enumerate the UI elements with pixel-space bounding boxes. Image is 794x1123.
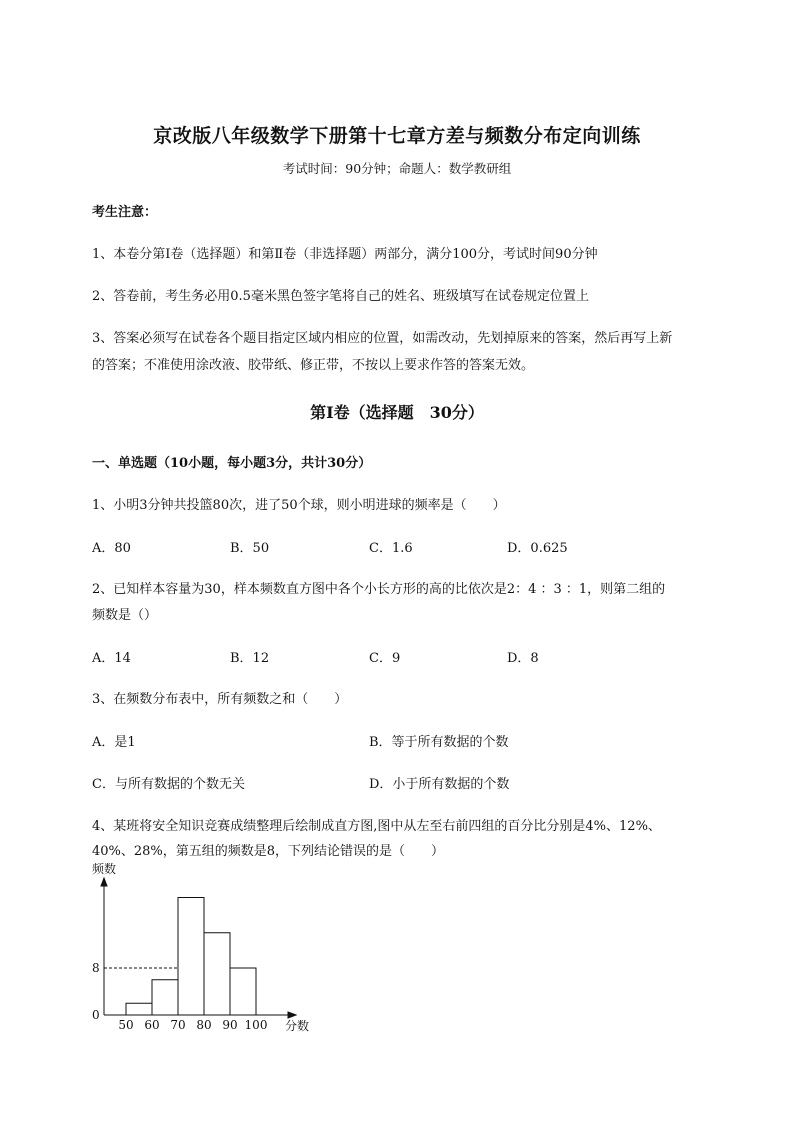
x-tick-label: 60 [144,1018,160,1032]
question-4-stem-cont: 40%、28%，第五组的频数是8，下列结论错误的是（ ） [92,844,445,859]
q2-option-c[interactable]: C．9 [369,651,401,666]
y-tick-label: 8 [92,961,100,975]
q1-option-b[interactable]: B．50 [230,541,270,556]
q2-option-d[interactable]: D．8 [507,651,539,666]
x-axis-arrow [288,1012,296,1018]
question-2-stem-cont: 频数是（） [92,608,158,623]
x-tick-label: 70 [170,1018,186,1032]
histogram-bar [152,980,178,1015]
q1-option-a[interactable]: A．80 [92,541,131,556]
x-tick-label: 100 [244,1018,268,1032]
exam-subtitle: 考试时间：90分钟；命题人：数学教研组 [282,161,512,176]
exam-title: 京改版八年级数学下册第十七章方差与频数分布定向训练 [153,125,641,147]
y-axis-arrow [101,878,107,886]
question-3-stem: 3、在频数分布表中，所有频数之和（ ） [92,692,348,707]
q3-option-c[interactable]: C．与所有数据的个数无关 [92,777,245,792]
q2-option-b[interactable]: B．12 [230,651,270,666]
histogram-bar [204,933,230,1015]
q3-option-b[interactable]: B．等于所有数据的个数 [369,735,509,750]
x-axis-label: 分数 [285,1019,310,1033]
histogram-labels [92,861,309,1033]
y-axis-label: 频数 [92,862,117,876]
question-2-stem: 2、已知样本容量为30，样本频数直方图中各个小长方形的高的比依次是2：4 ：3 ：1，则第二组的 [92,582,666,597]
histogram-bar [178,898,204,1016]
question-1-stem: 1、小明3分钟共投篮80次，进了50个球，则小明进球的频率是（ ） [92,498,506,513]
q3-option-d[interactable]: D．小于所有数据的个数 [369,777,510,792]
q1-option-c[interactable]: C．1.6 [369,541,413,556]
q2-option-a[interactable]: A．14 [92,651,131,666]
x-tick-label: 80 [196,1018,212,1032]
x-tick-label: 50 [118,1018,134,1032]
x-tick-label: 90 [222,1018,238,1032]
notice-item: 的答案；不准使用涂改液、胶带纸、修正带，不按以上要求作答的答案无效。 [92,358,535,373]
notice-item: 2、答卷前，考生务必用0.5毫米黑色签字笔将自己的姓名、班级填写在试卷规定位置上 [92,289,589,304]
notice-item: 1、本卷分第I卷（选择题）和第Ⅱ卷（非选择题）两部分，满分100分，考试时间90分钟 [92,247,598,262]
histogram-bar [230,968,256,1015]
part-title: 第I卷（选择题 30分） [310,403,484,422]
q3-option-a[interactable]: A．是1 [92,735,136,750]
notice-heading: 考生注意： [92,205,158,220]
section-heading: 一、单选题（10小题，每小题3分，共计30分） [92,456,372,471]
histogram-bars [126,898,256,1016]
histogram-axes [101,878,296,1018]
y-tick-label: 0 [92,1008,100,1022]
notice-item: 3、答案必须写在试卷各个题目指定区域内相应的位置，如需改动，先划掉原来的答案，然后再写上新 [92,331,673,346]
histogram-bar [126,1003,152,1015]
question-4-stem: 4、某班将安全知识竞赛成绩整理后绘制成直方图,图中从左至右前四组的百分比分别是4%、12%、 [92,819,661,834]
q1-option-d[interactable]: D．0.625 [507,541,568,556]
